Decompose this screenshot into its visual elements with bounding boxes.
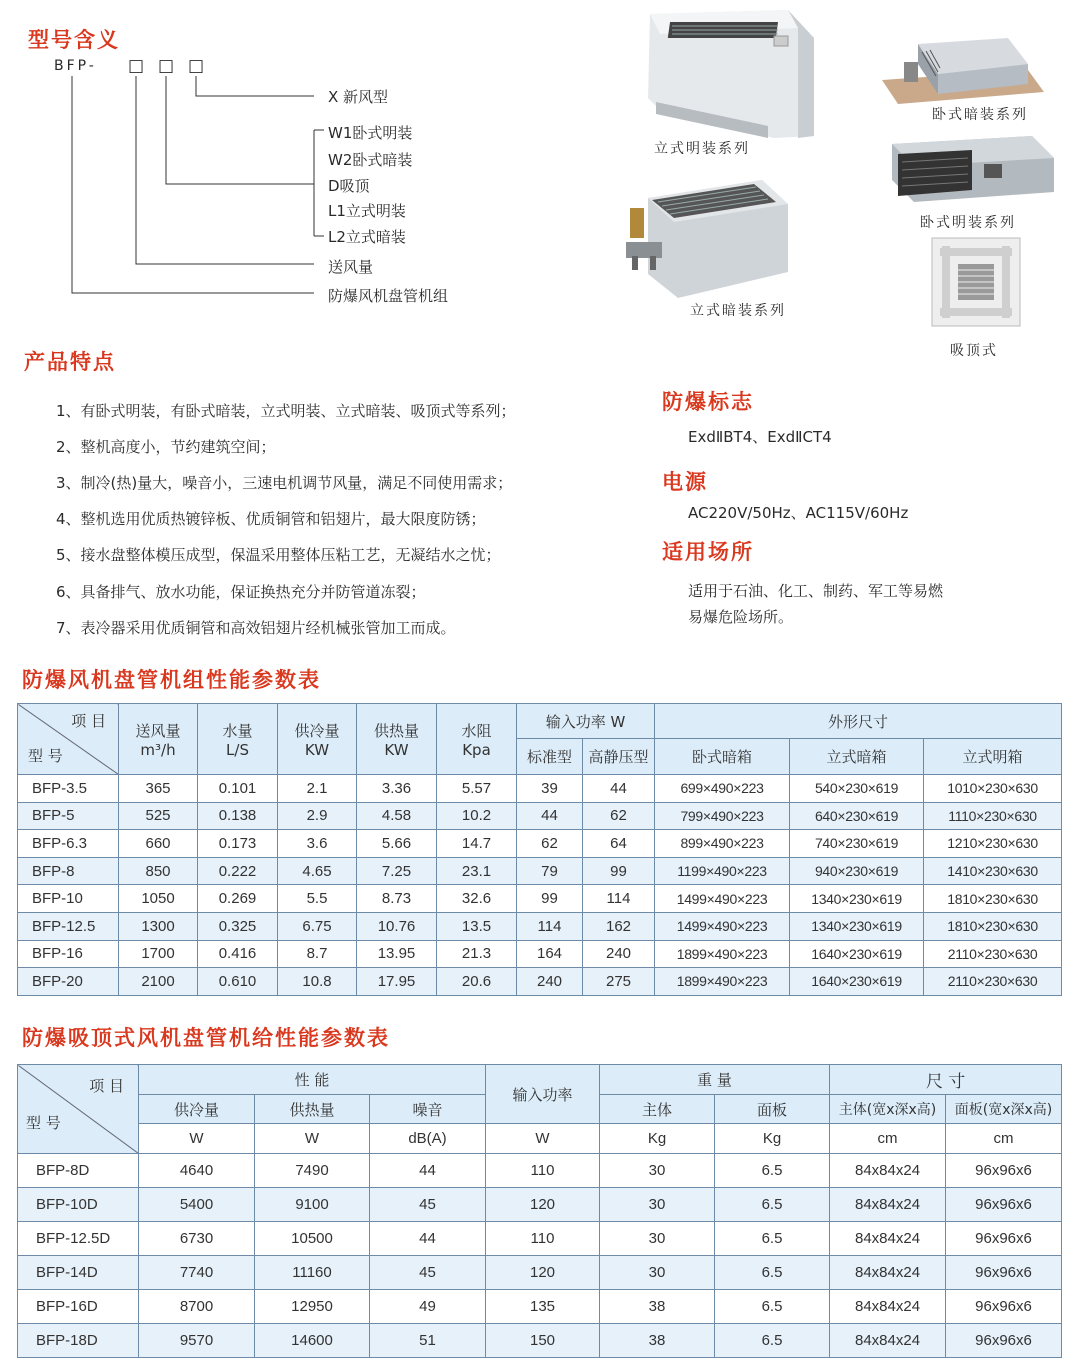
- table-cell: 162: [583, 912, 655, 940]
- usage-line-2: 易爆危险场所。: [688, 608, 794, 626]
- table-cell: 1110×230×630: [924, 802, 1062, 830]
- table2-col-panel-weight: 面板: [715, 1095, 830, 1124]
- table-cell: 2110×230×630: [924, 940, 1062, 968]
- table2-unit: Kg: [600, 1124, 715, 1154]
- fan-coil-spec-table: [17, 703, 1062, 996]
- table-cell: 4640: [139, 1154, 255, 1188]
- table-cell: 2110×230×630: [924, 968, 1062, 996]
- caption-horizontal-exposed: 卧式明装系列: [920, 215, 1016, 231]
- table-cell: 64: [583, 830, 655, 858]
- model-cell: BFP-6.3: [18, 830, 119, 858]
- table-cell: 51: [370, 1324, 486, 1358]
- model-cell: BFP-8D: [18, 1154, 139, 1188]
- feature-item: 1、有卧式明装，有卧式暗装，立式明装、立式暗装、吸顶式等系列；: [56, 402, 516, 420]
- table-cell: 49: [370, 1290, 486, 1324]
- table-cell: 30: [600, 1222, 715, 1256]
- model-box-3: □: [188, 56, 205, 76]
- table-cell: 640×230×619: [790, 802, 924, 830]
- table-cell: 0.416: [198, 940, 278, 968]
- table-cell: 9100: [255, 1188, 370, 1222]
- model-box-2: □: [158, 56, 175, 76]
- caption-ceiling: 吸顶式: [950, 343, 998, 359]
- table1-col-dim-vertical-exposed: 立式明箱: [924, 739, 1062, 775]
- table-cell: 8700: [139, 1290, 255, 1324]
- model-cell: BFP-16D: [18, 1290, 139, 1324]
- table-cell: 0.269: [198, 885, 278, 913]
- table-cell: 164: [517, 940, 583, 968]
- model-cell: BFP-14D: [18, 1256, 139, 1290]
- table-cell: 30: [600, 1256, 715, 1290]
- table-cell: 799×490×223: [655, 802, 790, 830]
- table-cell: 740×230×619: [790, 830, 924, 858]
- table-cell: 1640×230×619: [790, 968, 924, 996]
- model-cell: BFP-10: [18, 885, 119, 913]
- table-cell: 1700: [119, 940, 198, 968]
- table1-col-dim-horizontal: 卧式暗箱: [655, 739, 790, 775]
- table-cell: 2.9: [278, 802, 357, 830]
- table-cell: 5.5: [278, 885, 357, 913]
- explosion-mark-value: ExdⅡBT4、ExdⅡCT4: [688, 428, 832, 446]
- table-cell: 0.610: [198, 968, 278, 996]
- table-cell: 96x96x6: [946, 1154, 1062, 1188]
- model-label-l1: L1立式明装: [328, 202, 406, 220]
- caption-vertical-concealed: 立式暗装系列: [690, 303, 786, 319]
- table-cell: 44: [370, 1222, 486, 1256]
- table-cell: 6.5: [715, 1222, 830, 1256]
- table-cell: 1050: [119, 885, 198, 913]
- table-cell: 5.66: [357, 830, 437, 858]
- table-cell: 39: [517, 775, 583, 803]
- table-cell: 11160: [255, 1256, 370, 1290]
- table-row: [18, 775, 1062, 803]
- table-cell: 1199×490×223: [655, 857, 790, 885]
- table-cell: 4.65: [278, 857, 357, 885]
- table-cell: 1899×490×223: [655, 940, 790, 968]
- table-cell: 114: [583, 885, 655, 913]
- table-row: [18, 830, 1062, 858]
- table1-diag-top: 项 目: [71, 712, 106, 730]
- feature-item: 6、具备排气、放水功能，保证换热充分并防管道冻裂；: [56, 583, 426, 601]
- table2-col-main-size: 主体(宽x深x高): [830, 1095, 946, 1124]
- table-cell: 6.5: [715, 1324, 830, 1358]
- model-cell: BFP-16: [18, 940, 119, 968]
- table-cell: 8.73: [357, 885, 437, 913]
- model-label-airflow: 送风量: [328, 258, 374, 276]
- table-cell: 2.1: [278, 775, 357, 803]
- table-row: [18, 1222, 1062, 1256]
- table2-col-weight: 重 量: [600, 1065, 830, 1095]
- table1-diag-header: [18, 704, 119, 775]
- vertical-concealed-unit-image: [622, 178, 792, 302]
- table2-col-size: 尺 寸: [830, 1065, 1062, 1095]
- table-cell: 1499×490×223: [655, 912, 790, 940]
- table-cell: 135: [486, 1290, 600, 1324]
- model-cell: BFP-18D: [18, 1324, 139, 1358]
- model-cell: BFP-5: [18, 802, 119, 830]
- table2-diag-top: 项 目: [89, 1077, 124, 1095]
- table-cell: 10.76: [357, 912, 437, 940]
- model-label-w2: W2卧式暗装: [328, 151, 413, 169]
- table-cell: 32.6: [437, 885, 517, 913]
- table2-col-cooling: 供冷量: [139, 1095, 255, 1124]
- table-row: [18, 885, 1062, 913]
- table2-unit: W: [486, 1124, 600, 1154]
- table-cell: 84x84x24: [830, 1256, 946, 1290]
- table-row: [18, 1290, 1062, 1324]
- model-cell: BFP-20: [18, 968, 119, 996]
- feature-item: 3、制冷(热)量大，噪音小，三速电机调节风量，满足不同使用需求；: [56, 474, 513, 492]
- table-cell: 96x96x6: [946, 1256, 1062, 1290]
- table-cell: 850: [119, 857, 198, 885]
- table2-unit: W: [139, 1124, 255, 1154]
- table-cell: 7490: [255, 1154, 370, 1188]
- table-cell: 99: [517, 885, 583, 913]
- features-title: 产品特点: [24, 350, 116, 374]
- model-label-w1: W1卧式明装: [328, 124, 413, 142]
- table-cell: 114: [517, 912, 583, 940]
- model-cell: BFP-8: [18, 857, 119, 885]
- table-cell: 6.5: [715, 1154, 830, 1188]
- table2-col-input-power: 输入功率: [486, 1065, 600, 1124]
- table-cell: 365: [119, 775, 198, 803]
- vertical-exposed-unit-image: [638, 8, 818, 140]
- table-cell: 6.5: [715, 1290, 830, 1324]
- table-cell: 1010×230×630: [924, 775, 1062, 803]
- table-cell: 3.6: [278, 830, 357, 858]
- table-cell: 14600: [255, 1324, 370, 1358]
- table2-diag-header: [18, 1065, 139, 1154]
- table-row: [18, 1154, 1062, 1188]
- usage-title: 适用场所: [662, 540, 754, 564]
- table-cell: 99: [583, 857, 655, 885]
- table-cell: 23.1: [437, 857, 517, 885]
- table-row: [18, 857, 1062, 885]
- table-cell: 1810×230×630: [924, 912, 1062, 940]
- model-connector-lines: [0, 0, 330, 310]
- table-cell: 275: [583, 968, 655, 996]
- caption-horizontal-concealed: 卧式暗装系列: [932, 107, 1028, 123]
- table-cell: 0.222: [198, 857, 278, 885]
- model-cell: BFP-3.5: [18, 775, 119, 803]
- table2-title: 防爆吸顶式风机盘管机给性能参数表: [22, 1026, 390, 1050]
- model-label-unit: 防爆风机盘管机组: [328, 287, 449, 305]
- table2-unit: W: [255, 1124, 370, 1154]
- table-cell: 44: [517, 802, 583, 830]
- table-cell: 1210×230×630: [924, 830, 1062, 858]
- table1-col-standard: 标准型: [517, 739, 583, 775]
- table-cell: 1340×230×619: [790, 912, 924, 940]
- ceiling-fan-coil-spec-table: [17, 1064, 1062, 1358]
- power-value: AC220V/50Hz、AC115V/60Hz: [688, 504, 909, 522]
- table-cell: 1340×230×619: [790, 885, 924, 913]
- table-cell: 1410×230×630: [924, 857, 1062, 885]
- model-meaning-title: 型号含义: [28, 28, 120, 52]
- table-cell: 1640×230×619: [790, 940, 924, 968]
- table-cell: 1499×490×223: [655, 885, 790, 913]
- table-cell: 10.8: [278, 968, 357, 996]
- table-cell: 20.6: [437, 968, 517, 996]
- table-cell: 120: [486, 1256, 600, 1290]
- table-cell: 150: [486, 1324, 600, 1358]
- table-cell: 45: [370, 1256, 486, 1290]
- table2-unit: cm: [946, 1124, 1062, 1154]
- table-cell: 96x96x6: [946, 1290, 1062, 1324]
- table-row: [18, 802, 1062, 830]
- table-cell: 84x84x24: [830, 1222, 946, 1256]
- table-cell: 38: [600, 1324, 715, 1358]
- caption-vertical-exposed: 立式明装系列: [654, 141, 750, 157]
- table-cell: 7740: [139, 1256, 255, 1290]
- horizontal-exposed-unit-image: [886, 134, 1056, 204]
- table-cell: 10500: [255, 1222, 370, 1256]
- table-cell: 30: [600, 1188, 715, 1222]
- table-cell: 1810×230×630: [924, 885, 1062, 913]
- feature-item: 7、表冷器采用优质铜管和高效铝翅片经机械张管加工而成。: [56, 619, 456, 637]
- table-row: [18, 968, 1062, 996]
- table-cell: 10.2: [437, 802, 517, 830]
- power-title: 电源: [662, 470, 708, 494]
- model-cell: BFP-12.5: [18, 912, 119, 940]
- table-cell: 84x84x24: [830, 1290, 946, 1324]
- table-cell: 699×490×223: [655, 775, 790, 803]
- table1-col-heating: 供热量 KW: [357, 704, 437, 775]
- usage-line-1: 适用于石油、化工、制药、军工等易燃: [688, 582, 944, 600]
- table-cell: 45: [370, 1188, 486, 1222]
- table2-col-performance: 性 能: [139, 1065, 486, 1095]
- table-cell: 17.95: [357, 968, 437, 996]
- table-cell: 240: [583, 940, 655, 968]
- table-cell: 21.3: [437, 940, 517, 968]
- table-cell: 5400: [139, 1188, 255, 1222]
- table-row: [18, 912, 1062, 940]
- table-cell: 96x96x6: [946, 1324, 1062, 1358]
- table-cell: 79: [517, 857, 583, 885]
- table1-col-resistance: 水阻 Kpa: [437, 704, 517, 775]
- table-cell: 84x84x24: [830, 1324, 946, 1358]
- table-cell: 96x96x6: [946, 1222, 1062, 1256]
- table-cell: 110: [486, 1154, 600, 1188]
- table-cell: 1300: [119, 912, 198, 940]
- table-cell: 940×230×619: [790, 857, 924, 885]
- table-cell: 6.5: [715, 1188, 830, 1222]
- table-cell: 525: [119, 802, 198, 830]
- model-label-x: X 新风型: [328, 88, 389, 106]
- table-cell: 62: [583, 802, 655, 830]
- table-cell: 3.36: [357, 775, 437, 803]
- table2-col-main-weight: 主体: [600, 1095, 715, 1124]
- table-cell: 0.138: [198, 802, 278, 830]
- table-cell: 62: [517, 830, 583, 858]
- model-label-d: D吸顶: [328, 177, 370, 195]
- table-cell: 240: [517, 968, 583, 996]
- table1-col-high-static: 高静压型: [583, 739, 655, 775]
- table-cell: 12950: [255, 1290, 370, 1324]
- table2-col-panel-size: 面板(宽x深x高): [946, 1095, 1062, 1124]
- table-cell: 5.57: [437, 775, 517, 803]
- model-cell: BFP-10D: [18, 1188, 139, 1222]
- table1-col-dim-vertical-concealed: 立式暗箱: [790, 739, 924, 775]
- ceiling-cassette-unit-image: [930, 236, 1022, 330]
- model-label-l2: L2立式暗装: [328, 228, 406, 246]
- table-row: [18, 1188, 1062, 1222]
- table-cell: 13.95: [357, 940, 437, 968]
- table-cell: 44: [370, 1154, 486, 1188]
- table-cell: 30: [600, 1154, 715, 1188]
- table-cell: 899×490×223: [655, 830, 790, 858]
- feature-item: 5、接水盘整体模压成型，保温采用整体压粘工艺，无凝结水之忧；: [56, 546, 501, 564]
- table-cell: 0.101: [198, 775, 278, 803]
- table-cell: 44: [583, 775, 655, 803]
- table-cell: 13.5: [437, 912, 517, 940]
- table-cell: 96x96x6: [946, 1188, 1062, 1222]
- table1-col-airflow: 送风量 m³/h: [119, 704, 198, 775]
- table-row: [18, 1256, 1062, 1290]
- table1-title: 防爆风机盘管机组性能参数表: [22, 668, 321, 692]
- table2-unit: dB(A): [370, 1124, 486, 1154]
- table-cell: 84x84x24: [830, 1188, 946, 1222]
- model-prefix: BFP-: [54, 58, 97, 74]
- table-cell: 7.25: [357, 857, 437, 885]
- feature-item: 2、整机高度小，节约建筑空间；: [56, 438, 276, 456]
- table-cell: 14.7: [437, 830, 517, 858]
- table1-col-power: 输入功率 W: [517, 704, 655, 739]
- table2-diag-bottom: 型 号: [26, 1114, 61, 1132]
- table2-col-noise: 噪音: [370, 1095, 486, 1124]
- table-row: [18, 1324, 1062, 1358]
- table1-col-cooling: 供冷量 KW: [278, 704, 357, 775]
- table-cell: 2100: [119, 968, 198, 996]
- table-cell: 1899×490×223: [655, 968, 790, 996]
- table-cell: 6.75: [278, 912, 357, 940]
- table-cell: 120: [486, 1188, 600, 1222]
- horizontal-concealed-unit-image: [878, 30, 1048, 108]
- table-cell: 660: [119, 830, 198, 858]
- model-box-1: □: [128, 56, 145, 76]
- feature-item: 4、整机选用优质热镀锌板、优质铜管和铝翅片，最大限度防锈；: [56, 510, 486, 528]
- table-cell: 6730: [139, 1222, 255, 1256]
- table-cell: 0.325: [198, 912, 278, 940]
- table-cell: 540×230×619: [790, 775, 924, 803]
- table2-unit: Kg: [715, 1124, 830, 1154]
- table1-col-dimensions: 外形尺寸: [655, 704, 1062, 739]
- table-cell: 0.173: [198, 830, 278, 858]
- table1-diag-bottom: 型 号: [28, 747, 63, 765]
- table-row: [18, 940, 1062, 968]
- table-cell: 84x84x24: [830, 1154, 946, 1188]
- table2-col-heating: 供热量: [255, 1095, 370, 1124]
- table2-unit: cm: [830, 1124, 946, 1154]
- table-cell: 6.5: [715, 1256, 830, 1290]
- table-cell: 8.7: [278, 940, 357, 968]
- table-cell: 9570: [139, 1324, 255, 1358]
- table-cell: 110: [486, 1222, 600, 1256]
- model-cell: BFP-12.5D: [18, 1222, 139, 1256]
- table1-col-water: 水量 L/S: [198, 704, 278, 775]
- explosion-mark-title: 防爆标志: [662, 390, 754, 414]
- table-cell: 38: [600, 1290, 715, 1324]
- table-cell: 4.58: [357, 802, 437, 830]
